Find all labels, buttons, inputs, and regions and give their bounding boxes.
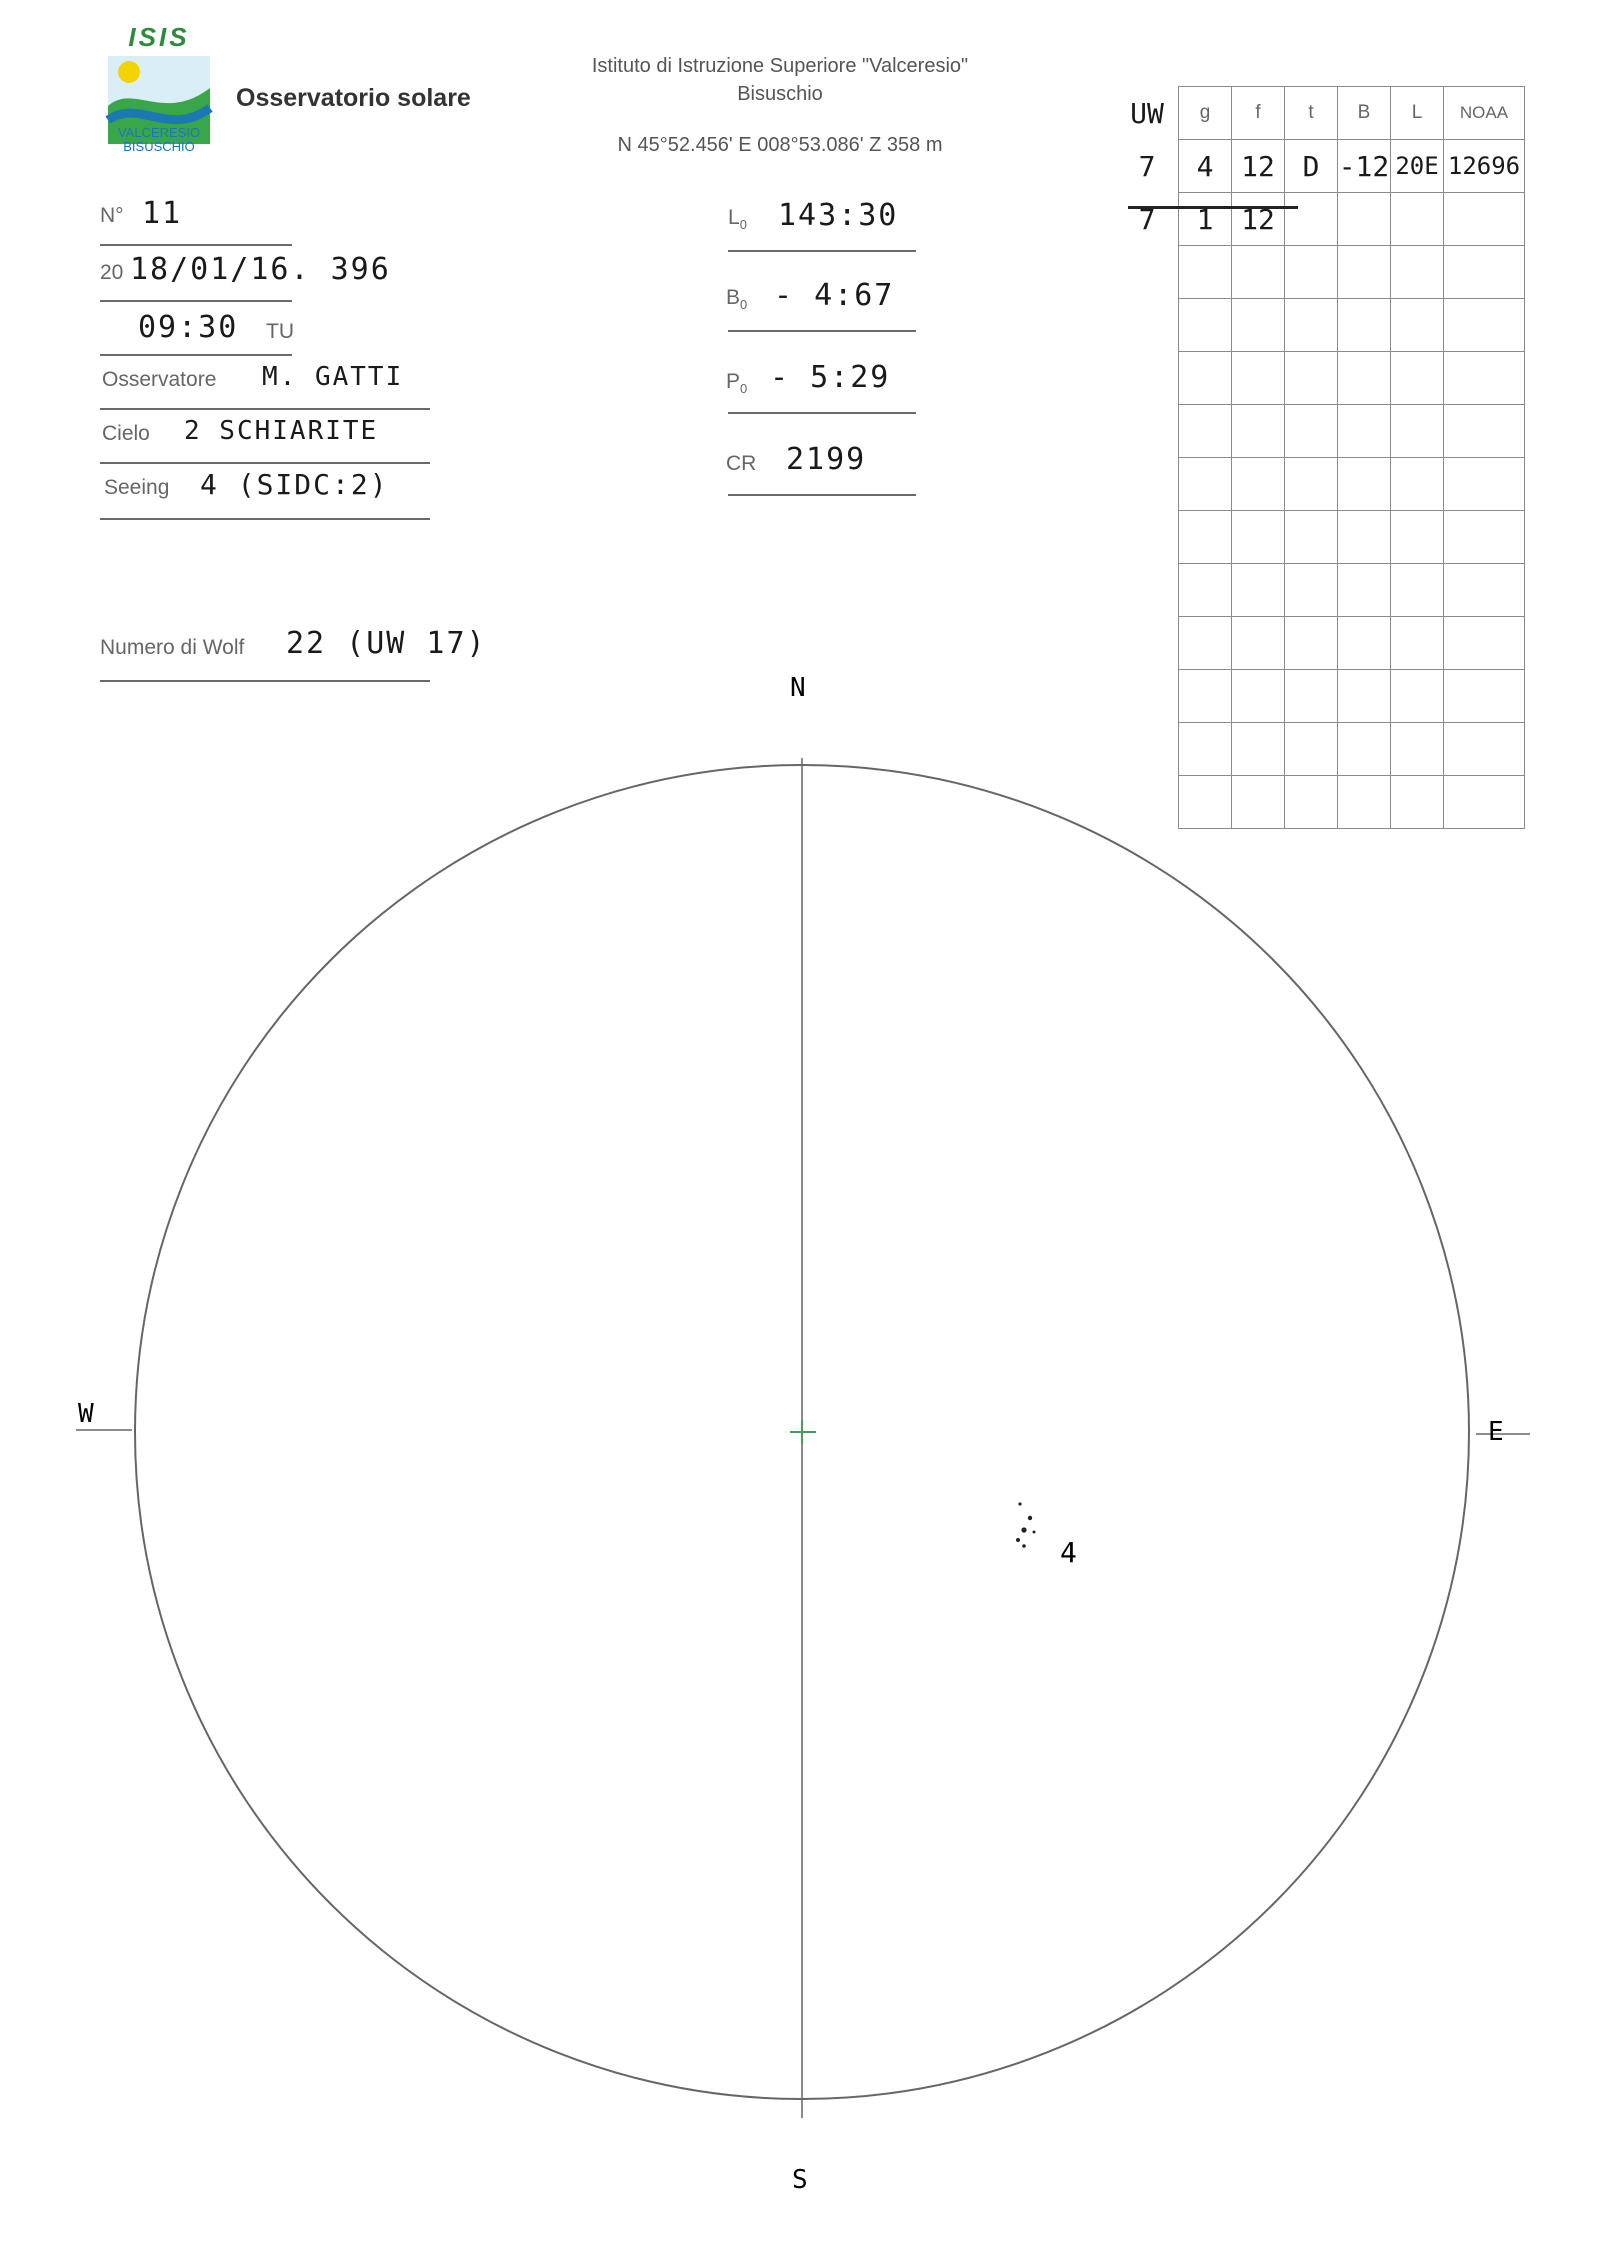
table-cell: 12 (1232, 140, 1285, 193)
wolf-label: Numero di Wolf (100, 636, 245, 659)
school-line2: Bisuschio (737, 83, 823, 105)
table-cell: 20E (1391, 140, 1444, 193)
sunspot-group-4 (1016, 1502, 1036, 1547)
table-cell: D (1285, 140, 1338, 193)
date-value: 18/01/16. 396 (130, 252, 391, 287)
sunspot-group-label: 4 (1060, 1536, 1077, 1569)
b0-value: - 4:67 (774, 278, 895, 313)
table-cell: 12696 (1444, 140, 1525, 193)
observer-value: M. GATTI (262, 362, 404, 392)
table-cell: 7 (1138, 202, 1156, 236)
logo-acronym: ISIS (128, 22, 190, 52)
date-prefix: 20 (100, 261, 124, 284)
site-coordinates: N 45°52.456' E 008°53.086' Z 358 m (617, 134, 943, 156)
cr-label: CR (726, 452, 757, 475)
col-header-t: t (1285, 87, 1338, 140)
col-header-g: g (1179, 87, 1232, 140)
sunspot (1018, 1502, 1021, 1505)
col-header-b: B (1338, 87, 1391, 140)
l0-letter: L (728, 206, 740, 229)
col-header-l: L (1391, 87, 1444, 140)
number-value: 11 (142, 196, 183, 231)
sunspot (1033, 1531, 1036, 1534)
sunspot (1022, 1544, 1026, 1548)
table-cell: 12 (1232, 193, 1285, 246)
logo-caption-line1: VALCERESIO (117, 125, 201, 140)
number-label: N° (100, 204, 124, 227)
l0-subscript: 0 (739, 217, 747, 233)
table-cell: 7 (1138, 149, 1156, 183)
p0-letter: P (726, 370, 741, 393)
sunspot (1016, 1538, 1020, 1542)
sunspot (1021, 1527, 1026, 1532)
time-value: 09:30 (138, 310, 239, 345)
table-cell: 1 (1179, 193, 1232, 246)
col-header-f: f (1232, 87, 1285, 140)
observatory-title: Osservatorio solare (236, 84, 471, 112)
seeing-label: Seeing (104, 476, 170, 499)
l0-value: 143:30 (778, 198, 899, 233)
sky-value: 2 SCHIARITE (184, 416, 379, 446)
sky-label: Cielo (102, 422, 150, 445)
time-unit: TU (266, 320, 294, 343)
wolf-value: 22 (UW 17) (286, 626, 487, 661)
logo-caption-line2: BISUSCHIO (123, 139, 195, 154)
west-label: W (78, 1399, 94, 1429)
col-header-uw: UW (1130, 96, 1164, 130)
p0-subscript: 0 (740, 381, 748, 397)
south-label: S (792, 2165, 808, 2195)
b0-subscript: 0 (740, 297, 748, 313)
seeing-value: 4 (SIDC:2) (200, 468, 389, 501)
col-header-noaa: NOAA (1444, 87, 1525, 140)
table-cell: -12 (1338, 140, 1391, 193)
north-label: N (790, 673, 806, 703)
sunspot (1028, 1516, 1032, 1520)
observer-label: Osservatore (102, 368, 217, 391)
school-line1: Istituto di Istruzione Superiore "Valceresio" (591, 55, 969, 77)
east-label: E (1488, 1417, 1504, 1447)
table-cell: 4 (1179, 140, 1232, 193)
b0-letter: B (726, 286, 741, 309)
p0-value: - 5:29 (770, 360, 891, 395)
cr-value: 2199 (786, 442, 867, 477)
